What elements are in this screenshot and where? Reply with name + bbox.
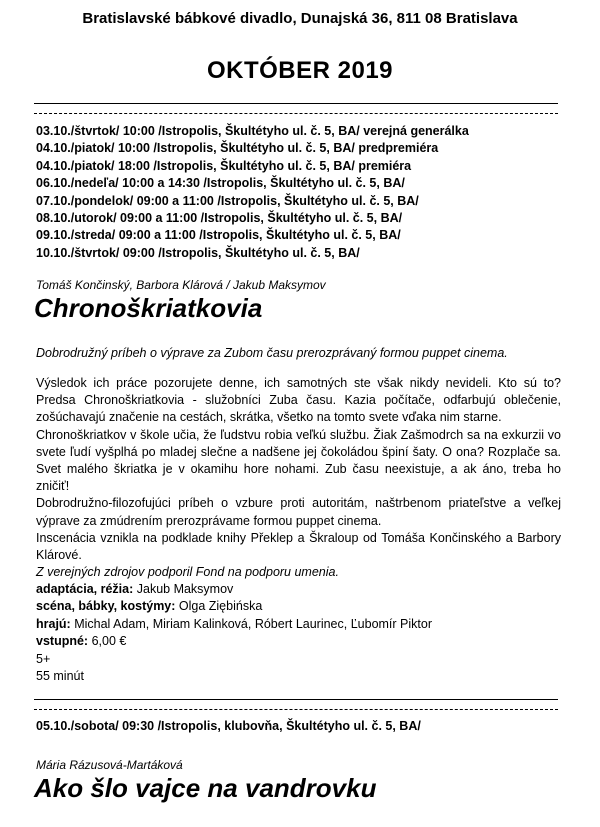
description-paragraph: Dobrodružno-filozofujúci príbeh o vzbure proti autoritám, naštrbenom priateľstve a veľkej výprave za zmúdrením prerozprávame formou puppet cinema. xyxy=(36,496,561,528)
credit-row xyxy=(36,633,432,650)
credit-row xyxy=(36,598,432,615)
schedule-item: 05.10./sobota/ 09:30 /Istropolis, klubovňa, Škultétyho ul. č. 5, BA/ xyxy=(36,719,421,733)
divider-solid xyxy=(34,699,558,700)
schedule-item: 08.10./utorok/ 09:00 a 11:00 /Istropolis, Škultétyho ul. č. 5, BA/ xyxy=(36,211,403,226)
schedule-item: 10.10./štvrtok/ 09:00 /Istropolis, Škultétyho ul. č. 5, BA/ xyxy=(36,245,360,260)
support-note: Z verejných zdrojov podporil Fond na podporu umenia. xyxy=(36,565,339,580)
description-paragraph: Výsledok ich práce pozorujete denne, ich samotných ste však nikdy nevideli. Kto sú to? Predsa Chronoškriatkovia - služobníci Zuba času. Kazia počítače, odfarbujú oblečenie, zošúchavajú značenie na cestách, skrátka, všetko na tomto svete vďaka nim starne. xyxy=(36,376,561,425)
schedule-item: 04.10./piatok/ 10:00 /Istropolis, Škultétyho ul. č. 5, BA/ predpremiéra xyxy=(36,141,439,156)
credit-value: 6,00 € xyxy=(88,634,127,649)
credit-value: Michal Adam, Miriam Kalinková, Róbert Laurinec, Ľubomír Piktor xyxy=(70,616,432,631)
credit-label: adaptácia, réžia: xyxy=(36,582,134,596)
schedule-item: 03.10./štvrtok/ 10:00 /Istropolis, Škultétyho ul. č. 5, BA/ verejná generálka xyxy=(36,124,469,138)
credit-row xyxy=(36,616,432,633)
schedule-item: 07.10./pondelok/ 09:00 a 11:00 /Istropolis, Škultétyho ul. č. 5, BA/ xyxy=(36,193,419,208)
divider-dashed xyxy=(34,709,558,710)
credit-label: vstupné: xyxy=(36,634,89,649)
show-authors: Tomáš Končinský, Barbora Klárová / Jakub Maksymov xyxy=(36,278,326,292)
schedule-item: 04.10./piatok/ 18:00 /Istropolis, Škultétyho ul. č. 5, BA/ premiéra xyxy=(36,158,412,173)
description-paragraph: Inscenácia vznikla na podklade knihy Překlep a Škraloup od Tomáša Končinského a Barbory Klárové. xyxy=(36,530,561,563)
month-title: OKTÓBER 2019 xyxy=(206,57,394,84)
theater-header: Bratislavské bábkové divadlo, Dunajská 36, 811 08 Bratislava xyxy=(82,10,518,27)
age-rating: 5+ xyxy=(36,651,51,666)
schedule-item: 06.10./nedeľa/ 10:00 a 14:30 /Istropolis, Škultétyho ul. č. 5, BA/ xyxy=(36,176,405,191)
show-description xyxy=(36,375,561,581)
description-paragraph: Chronoškriatkov v škole učia, že ľudstvu robia veľkú službu. Žiak Zašmodrch sa na exkurzii vo svete ľudí vyšplhá po mladej slečne a nadšene jej čokoládou špiní šaty. O ona? Rozplače sa. Svet malého škriatka je v okamihu hore nohami. Zub času neexistuje, a ak áno, treba ho zničiť! xyxy=(36,427,561,494)
divider-dashed xyxy=(34,113,558,114)
credit-value: Olga Ziębińska xyxy=(175,599,263,614)
credit-row xyxy=(36,581,432,598)
divider-solid xyxy=(34,103,558,104)
schedule-list xyxy=(36,123,469,262)
credit-label: hrajú: xyxy=(36,616,71,631)
show-authors: Mária Rázusová-Martáková xyxy=(36,758,183,772)
credit-label: scéna, bábky, kostýmy: xyxy=(36,599,176,614)
duration: 55 minút xyxy=(36,669,84,684)
schedule-item: 09.10./streda/ 09:00 a 11:00 /Istropolis, Škultétyho ul. č. 5, BA/ xyxy=(36,228,401,243)
show-tagline: Dobrodružný príbeh o výprave za Zubom času prerozprávaný formou puppet cinema. xyxy=(36,346,508,360)
credits-block xyxy=(36,581,432,685)
show-title: Chronoškriatkovia xyxy=(34,293,263,323)
credit-value: Jakub Maksymov xyxy=(133,582,234,596)
show-title: Ako šlo vajce na vandrovku xyxy=(34,773,377,803)
